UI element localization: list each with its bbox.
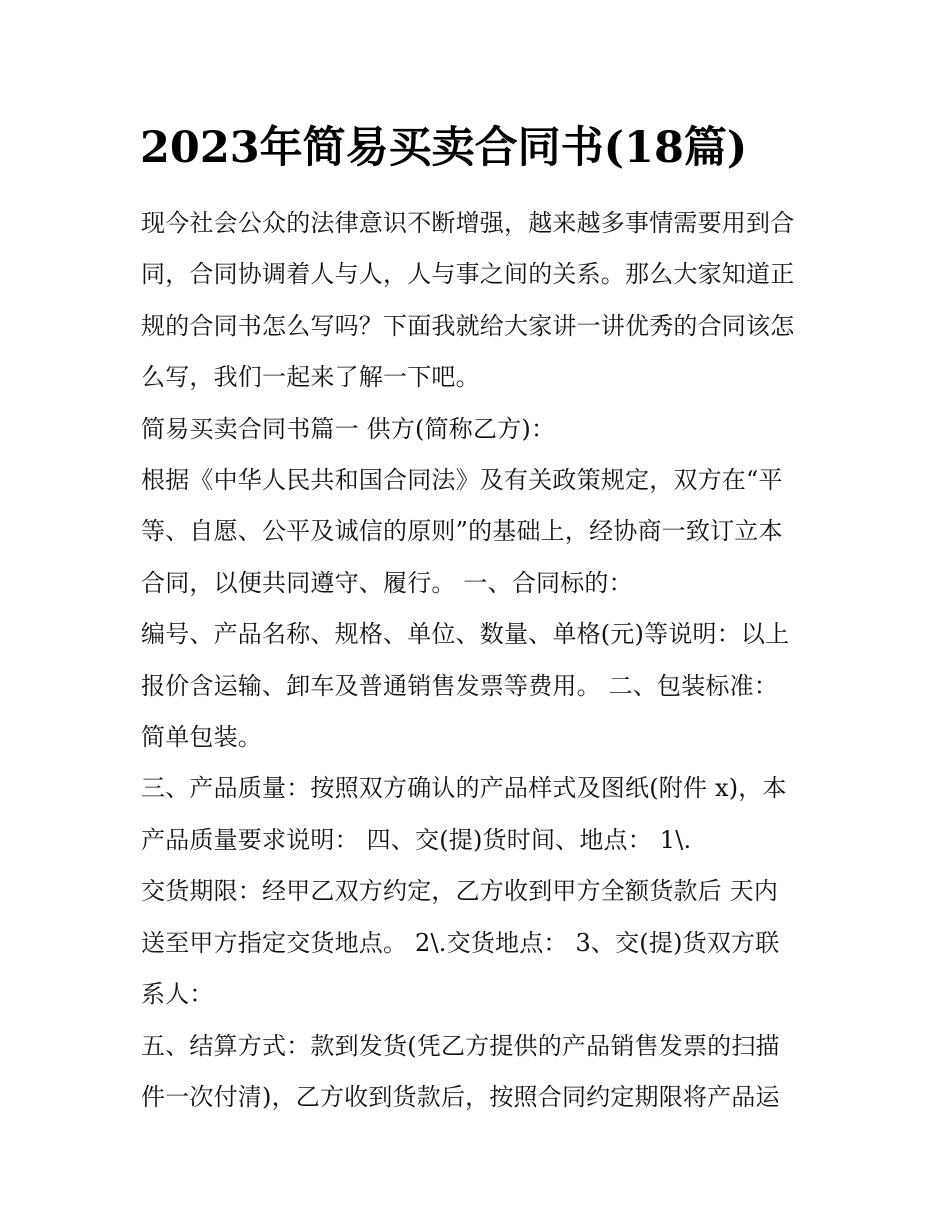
body-line: 系人： xyxy=(141,980,214,1009)
document-title: 2023年简易买卖合同书(18篇) xyxy=(140,123,748,173)
body-line: 产品质量要求说明： 四、交(提)货时间、地点： 1\. xyxy=(141,825,692,854)
body-line: 合同，以便共同遵守、履行。 一、合同标的： xyxy=(141,568,633,597)
body-line: 简易买卖合同书篇一 供方(简称乙方)： xyxy=(141,414,556,443)
body-line: 编号、产品名称、规格、单位、数量、单格(元)等说明：以上 xyxy=(141,620,790,649)
body-line: 规的合同书怎么写吗？下面我就给大家讲一讲优秀的合同该怎 xyxy=(141,311,795,340)
body-line: 根据《中华人民共和国合同法》及有关政策规定，双方在“平 xyxy=(141,466,783,495)
body-line: 么写，我们一起来了解一下吧。 xyxy=(141,363,480,392)
body-line: 交货期限：经甲乙双方约定，乙方收到甲方全额货款后 天内 xyxy=(141,877,779,906)
body-line: 同，合同协调着人与人，人与事之间的关系。那么大家知道正 xyxy=(141,260,795,289)
body-line: 三、产品质量：按照双方确认的产品样式及图纸(附件 x)，本 xyxy=(141,774,787,803)
body-line: 报价含运输、卸车及普通销售发票等费用。 二、包装标准： xyxy=(141,671,779,700)
body-line: 送至甲方指定交货地点。 2\.交货地点： 3、交(提)货双方联 xyxy=(141,928,780,957)
body-line: 现今社会公众的法律意识不断增强，越来越多事情需要用到合 xyxy=(141,209,795,237)
document-body xyxy=(141,198,816,1123)
body-line: 等、自愿、公平及诚信的原则”的基础上，经协商一致订立本 xyxy=(141,517,783,546)
body-line: 件一次付清)，乙方收到货款后，按照合同约定期限将产品运 xyxy=(141,1082,780,1111)
body-line: 五、结算方式：款到发货(凭乙方提供的产品销售发票的扫描 xyxy=(141,1031,780,1060)
body-line: 简单包装。 xyxy=(141,723,262,752)
